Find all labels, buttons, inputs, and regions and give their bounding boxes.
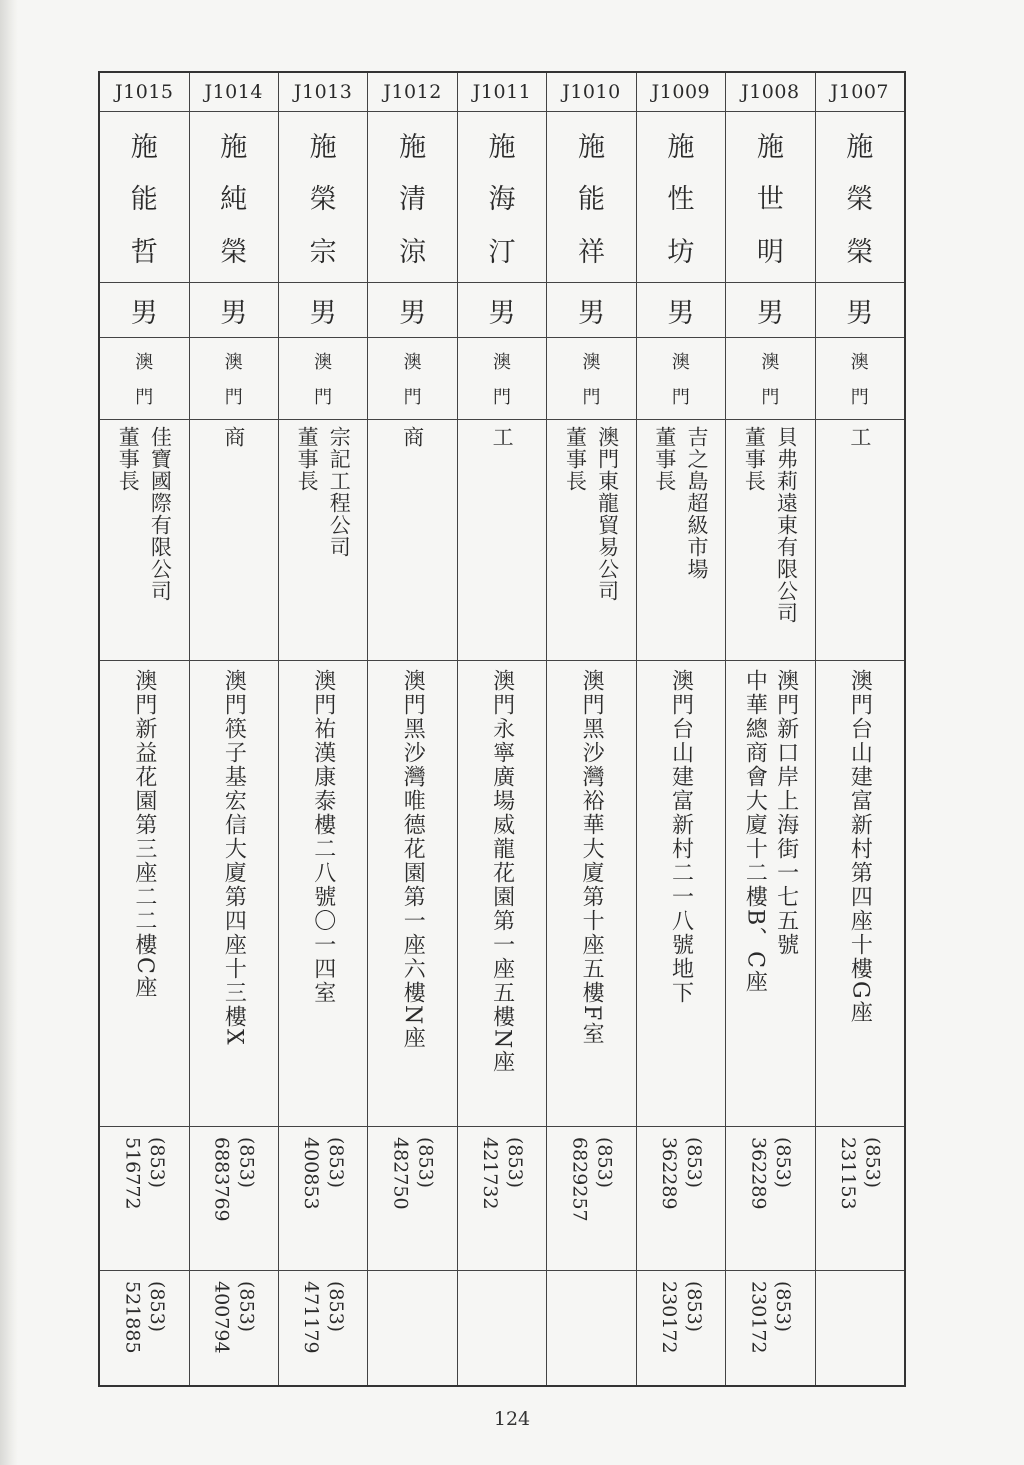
entry-address [637,661,725,1127]
origin-char: 門 [493,386,512,408]
entry-address [190,661,278,1127]
name-char: 性 [667,184,695,216]
fax-line: (853) [146,1281,169,1333]
address-line: 澳門祐漢康泰樓二八號〇一四室 [310,669,336,1005]
entry-phone [279,1127,367,1271]
occupation-line: 董事長 [742,426,767,492]
occupation-line: 貝弗莉遠東有限公司 [774,426,799,624]
name-char: 清 [399,184,427,216]
fax-line: 400794 [210,1281,233,1354]
fax-line: (853) [772,1281,795,1333]
entry-occupation [368,420,456,661]
entry-address [368,661,456,1127]
entry-origin [190,338,278,420]
fax-line: 521885 [121,1281,144,1354]
occupation-line: 澳門東龍貿易公司 [595,426,620,602]
address-line: 澳門黑沙灣唯德花園第一座六樓N座 [400,669,426,1051]
entry-fax [100,1271,188,1385]
entry-phone [637,1127,725,1271]
entry-name [190,112,278,283]
entry-id: J1012 [368,73,456,112]
entry-gender: 男 [816,283,904,338]
origin-char: 門 [403,386,422,408]
entry-occupation [458,420,546,661]
entry-gender: 男 [637,283,725,338]
entry-fax [368,1271,456,1385]
entry-name [100,112,188,283]
name-char: 施 [488,131,516,163]
phone-line: 362289 [747,1137,770,1210]
entry-occupation [637,420,725,661]
occupation-line: 工 [490,426,515,448]
origin-char: 澳 [314,352,333,374]
address-line: 中華總商會大廈十二樓B、C座 [742,669,768,994]
entry-name [726,112,814,283]
entry-occupation [190,420,278,661]
address-line: 澳門新口岸上海街一七五號 [773,669,799,957]
entry-phone [547,1127,635,1271]
occupation-line: 董事長 [652,426,677,492]
entry-column [458,73,547,1385]
entry-address [458,661,546,1127]
name-char: 哲 [130,237,158,269]
entry-gender: 男 [190,283,278,338]
entry-address [547,661,635,1127]
entry-gender: 男 [279,283,367,338]
origin-char: 門 [671,386,690,408]
name-char: 世 [756,184,784,216]
name-char: 汀 [488,237,516,269]
phone-line: 516772 [121,1137,144,1210]
entry-origin [547,338,635,420]
origin-char: 澳 [671,352,690,374]
entry-id: J1013 [279,73,367,112]
fax-line: 230172 [657,1281,680,1354]
phone-line: 400853 [300,1137,323,1210]
fax-line: (853) [682,1281,705,1333]
entry-column [547,73,636,1385]
phone-line: (853) [861,1137,884,1189]
fax-line: (853) [325,1281,348,1333]
phone-line: (853) [772,1137,795,1189]
entry-phone [726,1127,814,1271]
entry-gender: 男 [368,283,456,338]
name-char: 施 [756,131,784,163]
name-char: 施 [667,131,695,163]
entry-fax [637,1271,725,1385]
occupation-line: 董事長 [116,426,141,492]
fax-line: (853) [235,1281,258,1333]
name-char: 宗 [309,237,337,269]
entry-occupation [816,420,904,661]
name-char: 施 [399,131,427,163]
address-line: 澳門黑沙灣裕華大廈第十座五樓F室 [579,669,605,1047]
origin-char: 澳 [403,352,422,374]
entry-fax [190,1271,278,1385]
address-line: 澳門新益花園第三座二二樓C座 [131,669,157,1000]
entry-name [458,112,546,283]
fax-line: 471179 [300,1281,323,1354]
book-gutter [0,0,18,1465]
entry-occupation [547,420,635,661]
entry-phone [816,1127,904,1271]
entry-phone [100,1127,188,1271]
occupation-line: 商 [221,426,246,448]
entry-phone [368,1127,456,1271]
entry-column [190,73,279,1385]
entry-occupation [279,420,367,661]
name-char: 祥 [577,237,605,269]
entry-address [816,661,904,1127]
entry-id: J1007 [816,73,904,112]
phone-line: 231153 [836,1137,859,1210]
name-char: 能 [577,184,605,216]
entry-id: J1014 [190,73,278,112]
name-char: 能 [130,184,158,216]
origin-char: 門 [761,386,780,408]
entry-column [279,73,368,1385]
entry-fax [816,1271,904,1385]
origin-char: 澳 [761,352,780,374]
entry-column [726,73,815,1385]
origin-char: 澳 [224,352,243,374]
entry-origin [726,338,814,420]
entry-origin [368,338,456,420]
entry-id: J1009 [637,73,725,112]
entry-gender: 男 [100,283,188,338]
origin-char: 澳 [135,352,154,374]
entry-name [816,112,904,283]
address-line: 澳門筷子基宏信大廈第四座十三樓X [221,669,247,1047]
name-char: 施 [577,131,605,163]
origin-char: 門 [850,386,869,408]
entry-gender: 男 [547,283,635,338]
origin-char: 澳 [493,352,512,374]
name-char: 海 [488,184,516,216]
entry-address [100,661,188,1127]
name-char: 榮 [220,237,248,269]
name-char: 榮 [846,184,874,216]
name-char: 榮 [309,184,337,216]
origin-char: 門 [135,386,154,408]
name-char: 純 [220,184,248,216]
entry-fax [547,1271,635,1385]
name-char: 明 [756,237,784,269]
entry-name [547,112,635,283]
occupation-line: 董事長 [563,426,588,492]
entry-gender: 男 [458,283,546,338]
entry-name [637,112,725,283]
phone-line: (853) [503,1137,526,1189]
occupation-line: 商 [400,426,425,448]
entry-origin [100,338,188,420]
entry-origin [816,338,904,420]
name-char: 坊 [667,237,695,269]
address-line: 澳門永寧廣場威龍花園第一座五樓N座 [489,669,515,1075]
entry-column [368,73,457,1385]
name-char: 榮 [846,237,874,269]
phone-line: (853) [414,1137,437,1189]
phone-line: 482750 [389,1137,412,1210]
origin-char: 門 [314,386,333,408]
name-char: 涼 [399,237,427,269]
entry-address [726,661,814,1127]
origin-char: 門 [224,386,243,408]
entry-address [279,661,367,1127]
entry-column [816,73,904,1385]
address-line: 澳門台山建富新村二一八號地下 [668,669,694,1005]
phone-line: 6883769 [210,1137,233,1222]
occupation-line: 董事長 [295,426,320,492]
entry-fax [279,1271,367,1385]
occupation-line: 佳寶國際有限公司 [148,426,173,602]
occupation-line: 吉之島超級市場 [685,426,710,580]
entry-phone [190,1127,278,1271]
entry-id: J1011 [458,73,546,112]
entry-phone [458,1127,546,1271]
phone-line: 362289 [657,1137,680,1210]
phone-line: (853) [146,1137,169,1189]
entry-id: J1008 [726,73,814,112]
origin-char: 門 [582,386,601,408]
entry-origin [458,338,546,420]
directory-table [98,71,906,1387]
phone-line: (853) [235,1137,258,1189]
occupation-line: 宗記工程公司 [327,426,352,558]
entry-name [368,112,456,283]
entry-fax [458,1271,546,1385]
entry-column [637,73,726,1385]
entry-gender: 男 [726,283,814,338]
origin-char: 澳 [850,352,869,374]
phone-line: (853) [682,1137,705,1189]
name-char: 施 [130,131,158,163]
name-char: 施 [309,131,337,163]
address-line: 澳門台山建富新村第四座十樓G座 [847,669,873,1025]
entry-origin [637,338,725,420]
phone-line: (853) [325,1137,348,1189]
entry-name [279,112,367,283]
entry-origin [279,338,367,420]
phone-line: 421732 [479,1137,502,1210]
fax-line: 230172 [747,1281,770,1354]
name-char: 施 [846,131,874,163]
entry-column [100,73,189,1385]
entry-occupation [726,420,814,661]
occupation-line: 工 [847,426,872,448]
entry-occupation [100,420,188,661]
name-char: 施 [220,131,248,163]
entry-fax [726,1271,814,1385]
entry-id: J1010 [547,73,635,112]
phone-line: 6829257 [568,1137,591,1222]
phone-line: (853) [593,1137,616,1189]
origin-char: 澳 [582,352,601,374]
entry-id: J1015 [100,73,188,112]
page-number: 124 [493,1408,531,1430]
